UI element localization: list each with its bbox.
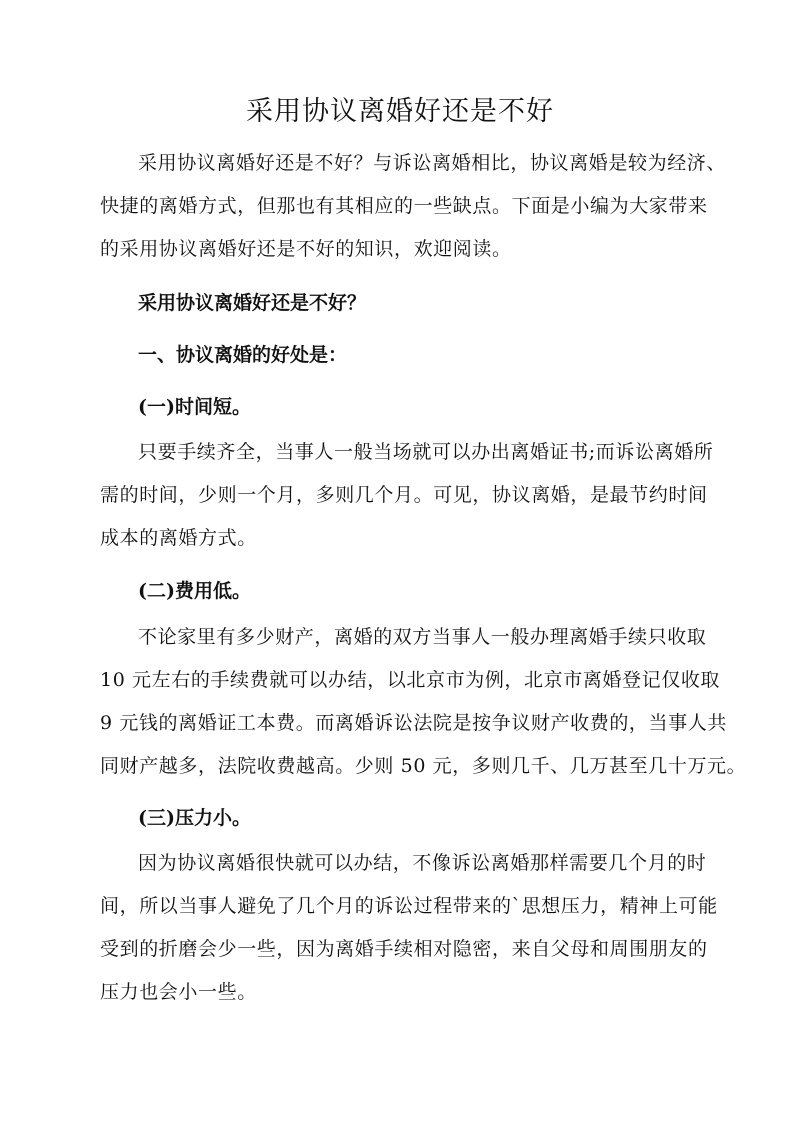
paragraph-line: 成本的离婚方式。	[100, 527, 257, 549]
paragraph-line: 的采用协议离婚好还是不好的知识，欢迎阅读。	[100, 238, 512, 260]
section-heading: 一、协议离婚的好处是：	[138, 344, 348, 366]
point-heading: (二)费用低。	[138, 580, 251, 602]
point-heading: (三)压力小。	[138, 807, 251, 829]
paragraph-line: 需的时间，少则一个月，多则几个月。可见，协议离婚，是最节约时间	[100, 484, 708, 506]
intro-paragraph	[100, 142, 727, 271]
paragraph-line: 只要手续齐全，当事人一般当场就可以办出离婚证书;而诉讼离婚所	[138, 441, 714, 463]
question-heading: 采用协议离婚好还是不好？	[138, 292, 367, 314]
paragraph-line: 压力也会小一些。	[100, 981, 257, 1003]
paragraph-line: 快捷的离婚方式，但那也有其相应的一些缺点。下面是小编为大家带来	[100, 195, 708, 217]
paragraph-line: 因为协议离婚很快就可以办结，不像诉讼离婚那样需要几个月的时	[138, 852, 707, 874]
paragraph-line: 同财产越多，法院收费越高。少则 50 元，多则几千、几万甚至几十万元。	[100, 755, 747, 777]
document-title: 采用协议离婚好还是不好	[246, 96, 554, 127]
paragraph-line: 9 元钱的离婚证工本费。而离婚诉讼法院是按争议财产收费的，当事人共	[100, 712, 727, 734]
point-paragraph	[100, 842, 718, 1014]
paragraph-line: 间，所以当事人避免了几个月的诉讼过程带来的`思想压力，精神上可能	[100, 895, 718, 917]
point-paragraph	[100, 431, 714, 560]
paragraph-line: 不论家里有多少财产，离婚的双方当事人一般办理离婚手续只收取	[138, 626, 707, 648]
paragraph-line: 采用协议离婚好还是不好？与诉讼离婚相比，协议离婚是较为经济、	[138, 152, 727, 174]
paragraph-line: 10 元左右的手续费就可以办结，以北京市为例，北京市离婚登记仅收取	[100, 669, 721, 691]
point-heading: (一)时间短。	[138, 396, 251, 418]
paragraph-line: 受到的折磨会少一些，因为离婚手续相对隐密，来自父母和周围朋友的	[100, 938, 708, 960]
point-paragraph	[100, 616, 747, 788]
